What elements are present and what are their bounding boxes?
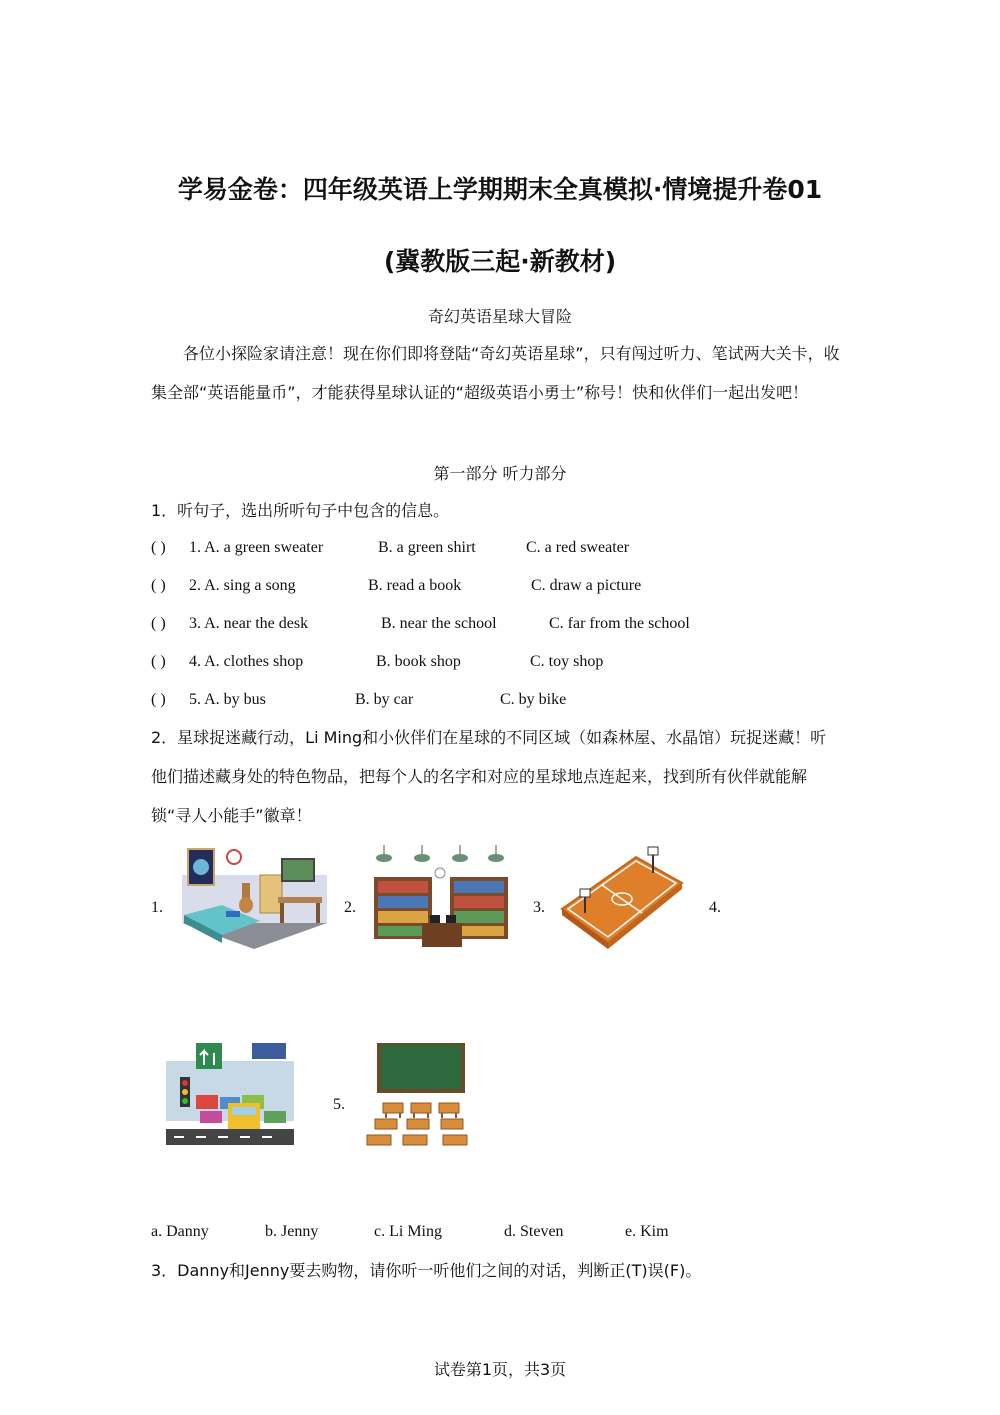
option-a: 4. A. clothes shop [189, 653, 304, 670]
picture-label-1: 1. [151, 899, 163, 916]
answer-bracket[interactable]: ( ) [151, 577, 166, 594]
option-b: B. read a book [368, 577, 462, 594]
part1-heading: 第一部分 听力部分 [433, 464, 567, 483]
option-c: C. draw a picture [531, 577, 642, 594]
option-b: B. book shop [376, 653, 461, 670]
option-a: 1. A. a green sweater [189, 539, 324, 556]
picture-label-3: 3. [533, 899, 545, 916]
option-c: C. far from the school [549, 615, 690, 632]
option-b: B. by car [355, 691, 414, 708]
option-a: 2. A. sing a song [189, 577, 296, 594]
option-c: C. by bike [500, 691, 567, 708]
picture-label-2: 2. [344, 899, 356, 916]
answer-bracket[interactable]: ( ) [151, 615, 166, 632]
q2-prompt: 2．星球捉迷藏行动，Li Ming和小伙伴们在星球的不同区域（如森林屋、水晶馆）玩捉迷藏！听他们描述藏身处的特色物品，把每个人的名字和对应的星球地点连起来，找到所有伙伴就能解锁“寻人小能手”徽章！ [151, 728, 827, 825]
classroom-picture [359, 1043, 483, 1151]
option-c: C. toy shop [530, 653, 604, 670]
intro-paragraph: 各位小探险家请注意！现在你们即将登陆“奇幻英语星球”，只有闯过听力、笔试两大关卡，收集全部“英语能量币”，才能获得星球认证的“超级英语小勇士”称号！快和伙伴们一起出发吧！ [151, 344, 840, 402]
name-option-b: b. Jenny [265, 1223, 319, 1240]
library-picture [372, 845, 510, 950]
page-footer: 试卷第1页，共3页 [433, 1360, 567, 1379]
name-option-a: a. Danny [151, 1223, 209, 1240]
answer-bracket[interactable]: ( ) [151, 691, 166, 708]
street-traffic-picture [166, 1041, 294, 1151]
page-subtitle: (冀教版三起·新教材) [383, 247, 617, 276]
page-title: 学易金卷：四年级英语上学期期末全真模拟·情境提升卷01 [177, 175, 823, 204]
bedroom-picture [182, 845, 327, 953]
section-theme: 奇幻英语星球大冒险 [427, 307, 572, 326]
option-b: B. a green shirt [378, 539, 476, 556]
option-a: 3. A. near the desk [189, 615, 309, 632]
answer-bracket[interactable]: ( ) [151, 539, 166, 556]
q3-prompt: 3．Danny和Jenny要去购物，请你听一听他们之间的对话，判断正(T)误(F)。 [151, 1261, 702, 1280]
basketball-court-picture [558, 843, 686, 951]
q1-prompt: 1．听句子，选出所听句子中包含的信息。 [151, 501, 450, 520]
answer-bracket[interactable]: ( ) [151, 653, 166, 670]
picture-label-4: 4. [709, 899, 721, 916]
name-option-e: e. Kim [625, 1223, 669, 1240]
option-a: 5. A. by bus [189, 691, 266, 708]
name-option-c: c. Li Ming [374, 1223, 442, 1240]
option-b: B. near the school [381, 615, 497, 632]
option-c: C. a red sweater [526, 539, 630, 556]
picture-label-5: 5. [333, 1096, 345, 1113]
name-option-d: d. Steven [504, 1223, 564, 1240]
